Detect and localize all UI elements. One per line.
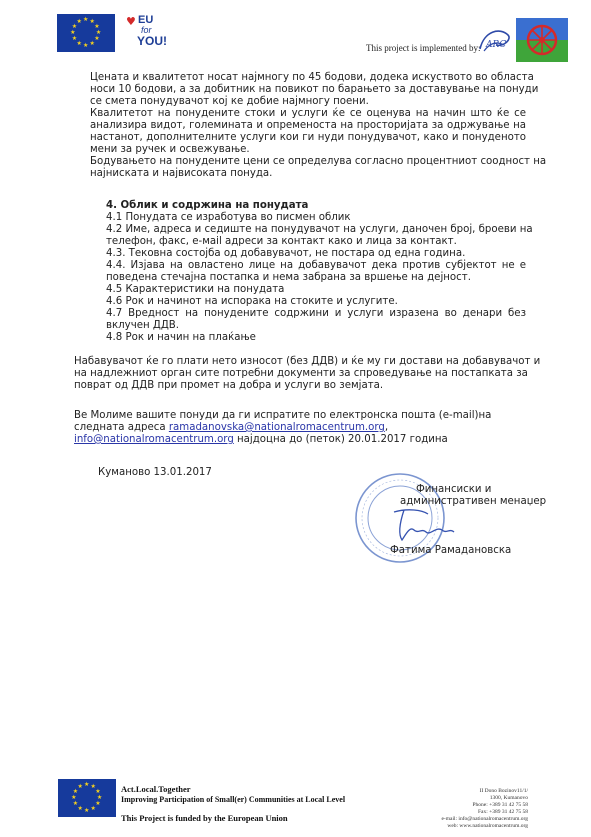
section-title: 4. Облик и содржина на понудата <box>106 200 309 211</box>
eu-star-icon: ★ <box>76 40 82 48</box>
eu-star-icon: ★ <box>84 781 90 789</box>
contact-line: web: www.nationalromacentrum.org <box>447 823 528 829</box>
roma-wheel-flag-logo <box>516 18 568 62</box>
contact-line: e-mail: info@nationalromacentrum.org <box>441 816 528 822</box>
footer-funded-by: This Project is funded by the European Union <box>121 813 288 823</box>
signatory-title-line2: административен менаџер <box>400 496 547 507</box>
list-item: 4.8 Рок и начин на плаќање <box>106 332 256 343</box>
text-line: настанот, дополнителните услуги кои ги нуди понудувачот, како и понуденото <box>90 132 526 143</box>
eu-star-icon: ★ <box>83 16 89 24</box>
eu-star-icon: ★ <box>84 806 90 814</box>
contact-line: 1300, Kumanovo <box>489 795 528 801</box>
eu-star-icon: ★ <box>89 40 95 48</box>
eu-star-icon: ★ <box>94 35 100 43</box>
eu-star-icon: ★ <box>71 35 78 43</box>
text-line: на надлежниот орган сите потребни документи за спроведување на постапката за <box>74 368 528 379</box>
eu-for-you-you: YOU! <box>137 34 167 48</box>
list-item: 4.5 Карактеристики на понудата <box>106 284 285 295</box>
eu-star-icon: ★ <box>94 22 100 30</box>
list-item: 4.6 Рок и начинот на испорака на стоките и услугите. <box>106 296 398 307</box>
deadline-text: најдоцна до (петок) 20.01.2017 година <box>233 434 448 445</box>
svg-text:ARC: ARC <box>486 40 507 50</box>
eu-star-icon: ★ <box>95 787 101 795</box>
eu-star-icon: ★ <box>95 29 102 36</box>
list-item: вклучен ДДВ. <box>106 320 180 331</box>
contact-line: II Dono Bozinov11/1/ <box>479 788 528 794</box>
contact-line: Fax: +389 31 42 75 58 <box>477 809 528 815</box>
text-line: најниската и највисоката понуда. <box>90 168 273 179</box>
eu-for-you-logo <box>126 14 182 52</box>
contact-block <box>398 788 528 830</box>
text-line: Квалитетот на понудените стоки и услуги ќе се оценува на начин што ќе се <box>90 108 526 119</box>
list-item: 4.3. Тековна состојба од добавувачот, не постара од една година. <box>106 248 466 259</box>
eu-for-you-for: for <box>141 25 152 35</box>
eu-star-icon: ★ <box>70 29 76 36</box>
implemented-by-text: This project is implemented by: <box>366 43 481 53</box>
signatory-name: Фатима Рамадановска <box>390 545 512 556</box>
eu-star-icon: ★ <box>90 805 96 813</box>
text-line: поврат од ДДВ при промет на добра и услуги во земјата. <box>74 380 384 391</box>
text-line <box>74 422 388 434</box>
text-line: Ве Молиме вашите понуди да ги испратите по електронска пошта (e-mail)на <box>74 410 492 421</box>
eu-star-icon: ★ <box>90 782 96 790</box>
eu-flag-logo <box>57 14 115 52</box>
list-item: 4.4. Изјава на овластено лице на добавувачот дека против субјектот не е <box>106 260 526 271</box>
eu-star-icon: ★ <box>71 794 77 801</box>
place-date: Куманово 13.01.2017 <box>98 467 212 478</box>
eu-star-icon: ★ <box>77 805 83 813</box>
eu-star-icon: ★ <box>72 800 79 808</box>
signatory-title-line1: Финансиски и <box>416 484 492 495</box>
footer-project-title: Act.Local.Together <box>121 784 191 794</box>
eu-flag-logo-footer <box>58 779 116 817</box>
eu-star-icon: ★ <box>89 17 95 25</box>
eu-star-icon: ★ <box>72 787 79 795</box>
list-item: 4.2 Име, адреса и седиште на понудувачот на услуги, даночен број, броеви на <box>106 224 533 235</box>
email-link-ramadanovska[interactable]: ramadanovska@nationalromacentrum.org <box>168 422 385 433</box>
footer-project-subtitle: Improving Participation of Small(er) Communities at Local Level <box>121 795 346 804</box>
address-comma: , <box>384 422 389 433</box>
text-line: носи 10 бодови, а за добитник на повикот по барањето за доставување на понуди <box>90 84 539 95</box>
list-item: телефон, факс, e-маil адреси за контакт како и лица за контакт. <box>106 236 457 247</box>
eu-for-you-eu: EU <box>138 14 154 26</box>
text-line: Цената и квалитетот носат најмногу по 45 бодови, додека искуството во областа <box>90 72 534 83</box>
eu-star-icon: ★ <box>76 17 82 25</box>
list-item: 4.7 Вредност на понудените содржини и услуги изразена во денари без <box>106 308 526 319</box>
text-line <box>74 434 448 446</box>
text-line: Бодувањето на понудените цени се определува согласно процентниот соодност на <box>90 156 547 167</box>
email-link-info[interactable]: info@nationalromacentrum.org <box>74 434 234 445</box>
address-prefix: следната адреса <box>74 422 169 433</box>
text-line: Набавувачот ќе го плати нето износот (без ДДВ) и ќе му ги достави на добавувачот и <box>74 356 541 367</box>
heart-icon: ♥ <box>126 15 136 28</box>
text-line: анализира видот, големината и опременоста на просториjата за одржување на <box>90 120 526 131</box>
eu-star-icon: ★ <box>71 22 78 30</box>
text-line: се смета понудувачот кој ке добие најмногу поени. <box>90 96 369 107</box>
list-item: 4.1 Понудата се изработува во писмен облик <box>106 212 351 223</box>
eu-star-icon: ★ <box>95 800 101 808</box>
contact-line: Phone: +389 31 42 75 58 <box>472 802 528 808</box>
list-item: поведена стечајна постапка и нема забрана за вршење на дејност. <box>106 272 471 283</box>
handwritten-signature <box>388 504 458 544</box>
eu-star-icon: ★ <box>77 782 83 790</box>
text-line: мени за ручек и освежување. <box>90 144 250 155</box>
eu-star-icon: ★ <box>83 41 89 49</box>
eu-star-icon: ★ <box>96 794 103 801</box>
arc-logo <box>474 25 516 55</box>
